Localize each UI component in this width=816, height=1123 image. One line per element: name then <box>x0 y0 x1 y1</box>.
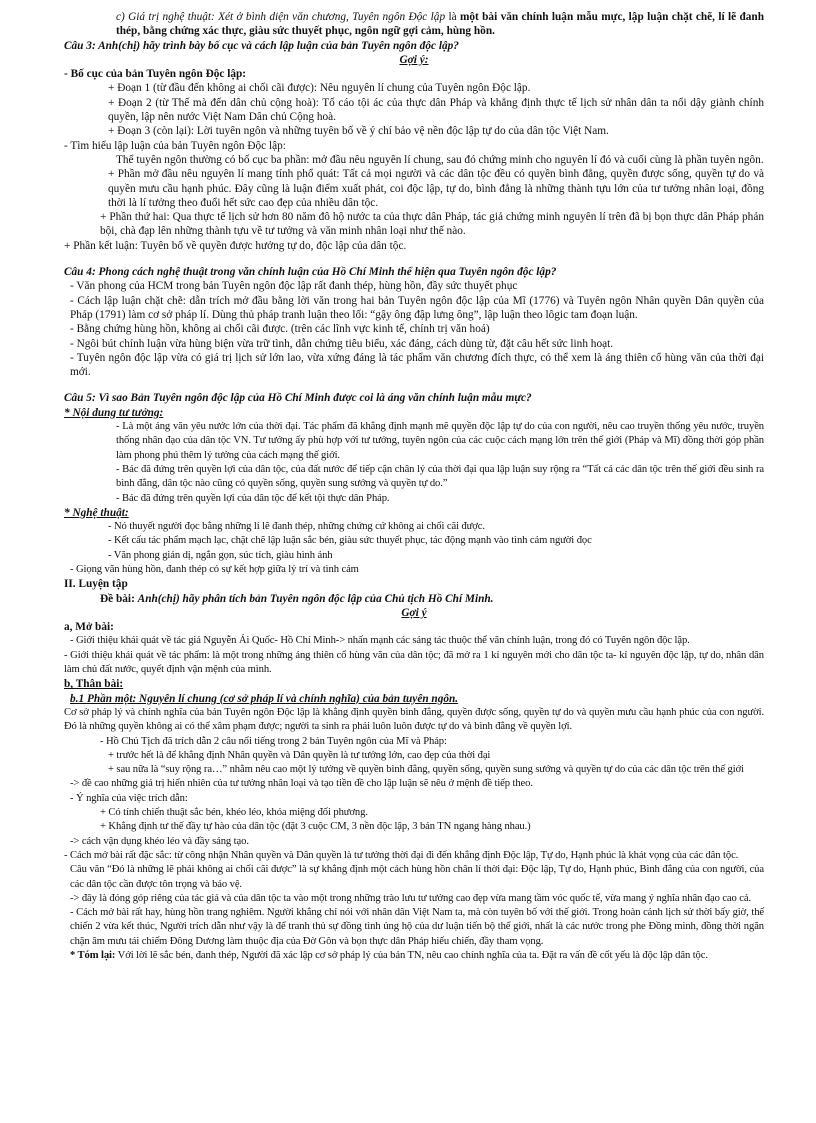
question-3-text: Câu 3: Anh(chị) hãy trình bày bố cục và cách lập luận của bản Tuyên ngôn độc lập? <box>64 39 459 52</box>
question-4-title <box>64 265 764 279</box>
summary-text: Với lời lẽ sắc bén, đanh thép, Người đã xác lập cơ sở pháp lý của bản TN, nêu cao chính nghĩa của ta. Đặt ra vấn đề cốt yếu là độc lập dân tộc. <box>115 950 708 961</box>
body-line-11: -> đây là đóng góp riêng của tác giả và của dân tộc ta vào một trong những trào lưu tư tưởng cao đẹp vừa mang tầm vóc quốc tế, vừa mang ý nghĩa nhân đạo cao cả. <box>70 892 752 904</box>
section-c-paragraph <box>64 10 764 39</box>
q3-line-1: + Đoạn 1 (từ đầu đến không ai chối cãi được): Nêu nguyên lí chung của Tuyên ngôn Độc lập. <box>108 82 531 95</box>
intro-line-0: - Giới thiệu khái quát về tác giả Nguyễn Ái Quốc- Hồ Chí Minh-> nhấn mạnh các sáng tác thuộc thể văn chính luận, trong đó có Tuyên ngôn độc lập. <box>70 635 690 647</box>
q4-line-0: - Văn phong của HCM trong bản Tuyên ngôn độc lập rất đanh thép, hùng hồn, đầy sức thuyết phục <box>70 280 518 293</box>
practice-topic <box>64 592 764 606</box>
q5-art-line-3: - Giọng văn hùng hồn, đanh thép có sự kết hợp giữa lý trí và tình cảm <box>70 563 359 575</box>
intro-head: a, Mở bài: <box>64 621 114 634</box>
body-line-6: + Có tính chiến thuật sắc bén, khéo léo, khóa miệng đối phương. <box>100 807 368 819</box>
q4-line-3: - Ngôi bút chính luận vừa hùng biện vừa trữ tình, dẫn chứng tiêu biểu, xác đáng, cách dùng từ, đặt câu hết sức linh hoạt. <box>70 337 614 350</box>
summary-paragraph <box>64 949 764 963</box>
body-line-3: + sau nữa là “suy rộng ra…” nhằm nêu cao một lý tưởng về quyền bình đẳng, quyền sống, quyền sung sướng và quyền tự do của các dân tộc trên thế giới <box>108 764 744 776</box>
q5-art-line-2: - Văn phong giản dị, ngắn gọn, súc tích, giàu hình ảnh <box>108 549 333 561</box>
q4-line-1: - Cách lập luận chặt chẽ: dẫn trích mở đầu bằng lời văn trong hai bản Tuyên ngôn độc lập của Mĩ (1776) và Tuyên ngôn Nhân quyền Dân quyền của Pháp (1791) làm cơ sở pháp lí. Dùng thủ pháp tranh luận theo lối: “gậy ông đập lưng ông”, lập luận theo lôgic tam đoạn luận. <box>70 294 764 321</box>
document-page <box>64 10 764 963</box>
practice-title: II. Luyện tập <box>64 578 128 591</box>
practice-topic-text: Anh(chị) hãy phân tích bản Tuyên ngôn độc lập của Chủ tịch Hồ Chí Minh. <box>137 592 494 605</box>
q5-art-line-1: - Kết cấu tác phẩm mạch lạc, chặt chẽ lập luận sắc bén, giàu sức thuyết phục, tác động mạnh vào tình cảm người đọc <box>108 535 592 547</box>
q5-content-line-2: - Bác đã đứng trên quyền lợi của dân tộc để kết tội thực dân Pháp. <box>116 492 390 504</box>
body-line-9: - Cách mở bài rất đặc sắc: từ công nhận Nhân quyền và Dân quyền là tư tưởng thời đại đi đến khẳng định Độc lập, Tự do, Hạnh phúc là khát vọng của các dân tộc. <box>64 849 739 861</box>
section-c-work: Tuyên ngôn Độc lập <box>352 11 446 23</box>
body-head: b, Thân bài: <box>64 678 124 691</box>
q3-line-6: + Phần mở đầu nêu nguyên lí mang tính phổ quát: Tất cả mọi người và các dân tộc đều có quyền bình đẳng, quyền được sống, quyền tự do và quyền mưu cầu hạnh phúc. Đây cũng là luận điểm xuất phát, coi độc lập, tự do, bình đẳng là những thành tựu lớn của tư tưởng nhân loại, đồng thời là lí tưởng theo đuổi hết sức cao đẹp của nhiều dân tộc. <box>108 168 764 209</box>
q3-line-4: - Tìm hiểu lập luận của bản Tuyên ngôn Độc lập: <box>64 139 286 152</box>
q5-content-head: * Nội dung tư tưởng: <box>64 406 164 419</box>
practice-topic-label: Đề bài: <box>100 592 135 605</box>
body-line-8: -> cách vận dụng khéo léo và đầy sáng tạo. <box>70 835 249 847</box>
q3-line-2: + Đoạn 2 (từ Thế mà đến dân chủ cộng hoà): Tố cáo tội ác của thực dân Pháp và khẳng định thực tế lịch sử nhân dân ta nổi dậy giành chính quyền, lập nên nước Việt Nam Dân chủ Cộng hoà. <box>108 96 764 124</box>
question-3-guide: Gợi ý: <box>399 53 429 66</box>
q3-line-5: Thể tuyên ngôn thường có bố cục ba phần: mở đầu nêu nguyên lí chung, sau đó chứng minh cho nguyên lí đó và cuối cùng là phần tuyên ngôn. <box>116 153 764 166</box>
body-line-12: - Cách mở bài rất hay, hùng hồn trang nghiêm. Người khẳng chỉ nói với nhân dân Việt Nam ta, mà còn tuyên bố với thế giới. Trong hoàn cảnh lịch sử thời bấy giờ, thế chiến 2 vừa kết thúc, Người trích dẫn như vậy là để tranh thủ sự đồng tình ủng hộ của dư luận tiến bộ thế giới, nhất là các nước trong phe Đồng minh, đồng thời ngăn chặn âm mưu tái chiếm Đông Dương làm thuộc địa của Đờ Gôn và bọn thực dân Pháp hiếu chiến, đầy tham vọng. <box>70 907 764 947</box>
intro-line-1: - Giới thiệu khái quát về tác phẩm: là một trong những áng thiên cổ hùng văn của dân tộc; đã mở ra 1 kỉ nguyên mới cho dân tộc ta- kỉ nguyên độc lập, tự do, nhân dân làm chủ đất nước, quyết định vận mệnh của mình. <box>64 649 764 676</box>
q3-line-0: - Bố cục của bản Tuyên ngôn Độc lập: <box>64 68 247 81</box>
question-5-text: Câu 5: Vì sao Bản Tuyên ngôn độc lập của Hồ Chí Minh được coi là áng văn chính luận mẫu mực? <box>64 392 532 405</box>
part1-head: b.1 Phần một: Nguyên lí chung (cơ sở pháp lí và chính nghĩa) của bản tuyên ngôn. <box>70 692 459 705</box>
q4-line-4: - Tuyên ngôn độc lập vừa có giá trị lịch sử lớn lao, vừa xứng đáng là tác phẩm văn chương đích thực, có thể xem là áng thiên cổ hùng văn của thời đại mới. <box>70 351 764 379</box>
question-5-title <box>64 391 764 405</box>
body-line-1: - Hồ Chủ Tịch đã trích dẫn 2 câu nổi tiếng trong 2 bản Tuyên ngôn của Mĩ và Pháp: <box>100 735 447 747</box>
q5-content-line-1: - Bác đã đứng trên quyền lợi của dân tộc, của đất nước để tiếp cận chân lý của thời đại qua lập luận suy rộng ra “Tất cả các dân tộc trên thế giới đều sinh ra bình đẳng, dân tộc nào cũng có quyền sống, quyền sung sướng và quyền tự do.” <box>116 463 764 490</box>
body-line-0: Cơ sở pháp lý và chính nghĩa của bản Tuyên ngôn Độc lập là khẳng định quyền bình đẳng, quyền được sống, quyền tự do và quyền mưu cầu hạnh phúc của con người. Đó là những quyền không ai có thể xâm phạm được; người ta sinh ra phải luôn luôn được tự do và bình đẳng về quyền lợi. <box>64 706 764 733</box>
body-line-4: -> đề cao những giá trị hiển nhiên của tư tưởng nhân loại và tạo tiền đề cho lập luận sẽ nêu ở mệnh đề tiếp theo. <box>70 778 533 790</box>
q5-art-head: * Nghệ thuật: <box>64 506 129 519</box>
question-3-title <box>64 39 764 53</box>
section-c-text2: là <box>445 11 460 23</box>
body-line-2: + trước hết là để khẳng định Nhân quyền và Dân quyền là tư tưởng lớn, cao đẹp của thời đại <box>108 749 491 761</box>
section-c-bold: một bài văn chính luận mẫu mực, lập luận chặt chẽ, lí lẽ đanh thép, bằng chứng xác thực, giàu sức thuyết phục, ngôn ngữ gợi cảm, hùng hồn. <box>116 11 764 38</box>
practice-guide: Gợi ý <box>401 606 427 619</box>
q3-line-3: + Đoạn 3 (còn lại): Lời tuyên ngôn và những tuyên bố về ý chí bảo vệ nền độc lập tự do của dân tộc Việt Nam. <box>108 125 609 138</box>
q4-line-2: - Bằng chứng hùng hồn, không ai chối cãi được. (trên các lĩnh vực kinh tế, chính trị văn hoá) <box>70 323 490 336</box>
section-c-text: Xét ở bình diện văn chương, <box>214 11 353 23</box>
question-4-text: Câu 4: Phong cách nghệ thuật trong văn chính luận của Hồ Chí Minh thể hiện qua Tuyên ngôn độc lập? <box>64 266 557 279</box>
q3-line-8: + Phần kết luận: Tuyên bố về quyền được hưởng tự do, độc lập của dân tộc. <box>64 239 407 252</box>
body-line-5: - Ý nghĩa của việc trích dẫn: <box>70 792 188 804</box>
q5-content-line-0: - Là một áng văn yêu nước lớn của thời đại. Tác phẩm đã khẳng định mạnh mẽ quyền độc lập tự do của con người, nêu cao truyền thống yêu nước, truyền thống nhân đạo của dân tộc VN. Tư tưởng ấy phù hợp với tư tưởng, tuyên ngôn của các cuộc cách mạng lớn trên thế giới (Pháp và Mĩ) đồng thời góp phần làm phong phú thêm lý tưởng của cách mạng thế giới. <box>116 421 764 461</box>
q3-line-7: + Phần thứ hai: Qua thực tế lịch sử hơn 80 năm đô hộ nước ta của thực dân Pháp, tác giả chứng minh nguyên lí trên đã bị bọn thực dân Pháp phản bội, chà đạp lên những thành tựu về tư tưởng và văn minh nhân loại như thế nào. <box>100 211 764 238</box>
q5-art-line-0: - Nó thuyết người đọc bằng những lí lẽ đanh thép, những chứng cứ không ai chối cãi được. <box>108 521 485 533</box>
summary-label: * Tóm lại: <box>70 950 116 961</box>
body-line-10: Câu văn “Đó là những lẽ phải không ai chối cãi được” là sự khẳng định một cách hùng hồn chân lí thời đại: Độc lập, Tự do, Hạnh phúc, Bình đẳng của con người, của các dân tộc cần được tôn trọng và bảo vệ. <box>70 864 764 890</box>
section-c-label: c) Giá trị nghệ thuật: <box>116 11 215 23</box>
body-line-7: + Khẳng định tư thế đầy tự hào của dân tộc (đặt 3 cuộc CM, 3 nền độc lập, 3 bản TN ngang hàng nhau.) <box>100 821 531 833</box>
